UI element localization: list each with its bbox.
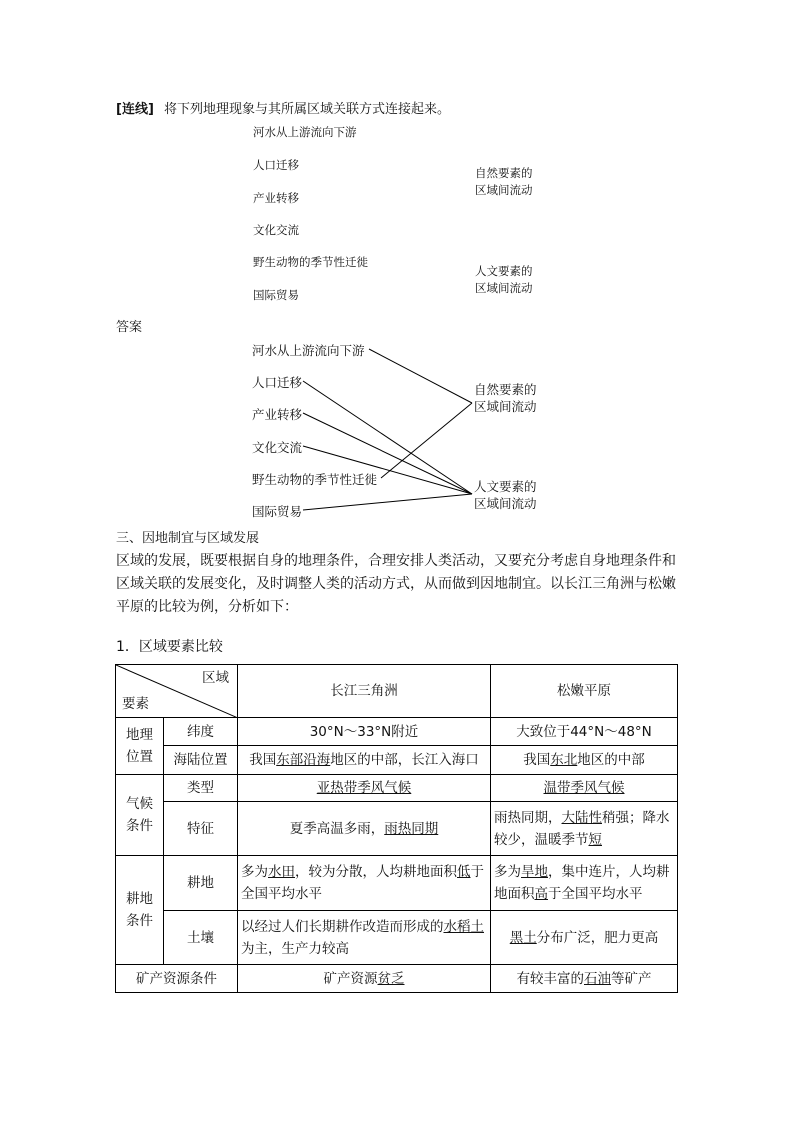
table-row <box>116 746 678 775</box>
table-row <box>116 965 678 993</box>
table-cell <box>491 775 678 802</box>
answer-left-item: 河水从上游流向下游 <box>252 343 365 358</box>
cell-text: 地区的中部，长江入海口 <box>330 752 479 768</box>
table-corner-cell <box>116 665 238 718</box>
question-left-item: 产业转移 <box>253 191 299 205</box>
cell-text: 多为 <box>241 864 268 880</box>
cell-text: 为主，生产力较高 <box>241 940 349 957</box>
connection-line <box>303 494 472 510</box>
answer-right-line: 人文要素的 <box>474 479 537 494</box>
cell-underlined-text: 亚热带季风气候 <box>316 780 412 796</box>
table-row <box>116 802 678 856</box>
cell-underlined-text: 高 <box>534 886 548 902</box>
table-row <box>116 775 678 802</box>
cell-underlined-text: 水田 <box>268 864 295 880</box>
section-subheading: 1．区域要素比较 <box>116 639 223 655</box>
cell-underlined-text: 雨热同期 <box>384 820 439 837</box>
table-cell <box>491 856 678 911</box>
cell-underlined-text: 水稻土 <box>443 918 484 935</box>
row-label: 耕地 <box>164 856 238 911</box>
answer-right-line: 区域间流动 <box>474 496 537 511</box>
question-left-item: 野生动物的季节性迁徙 <box>253 255 368 269</box>
cell-underlined-text: 东北 <box>550 752 578 768</box>
row-label: 特征 <box>164 802 238 856</box>
row-label: 土壤 <box>164 911 238 965</box>
cell-text: 地区的中部 <box>577 752 645 768</box>
section-paragraph: 区域的发展，既要根据自身的地理条件，合理安排人类活动，又要充分考虑自身地理条件和区域关联的发展变化，及时调整人类的活动方式，从而做到因地制宜。以长江三角洲与松嫩平原的比较为例，分析如下： <box>116 553 676 615</box>
cell-text: 于全国平均水平 <box>548 886 643 902</box>
column-header: 松嫩平原 <box>491 665 678 718</box>
cell-underlined-text: 石油 <box>584 970 611 987</box>
connection-line <box>381 403 472 478</box>
cell-text: 分布广泛，肥力更高 <box>536 929 659 946</box>
row-label: 矿产资源条件 <box>116 965 238 993</box>
table-header-row <box>116 665 678 718</box>
section-heading: 三、因地制宜与区域发展 <box>116 531 260 546</box>
row-label: 海陆位置 <box>164 746 238 775</box>
question-instruction: 将下列地理现象与其所属区域关联方式连接起来。 <box>164 102 451 117</box>
cell-underlined-text: 温带季风气候 <box>543 780 625 796</box>
question-right-line: 自然要素的 <box>475 166 533 180</box>
cell-text: 我国 <box>249 752 277 768</box>
corner-bottom-label: 要素 <box>122 696 149 712</box>
question-left-item: 文化交流 <box>253 223 299 237</box>
answer-left-item: 产业转移 <box>252 407 303 422</box>
table-cell <box>491 802 678 856</box>
answer-right-line: 区域间流动 <box>474 399 537 414</box>
row-group-label: 耕地条件 <box>116 856 164 965</box>
cell-text: 于全国平均水平 <box>241 864 484 902</box>
connection-line <box>369 349 472 403</box>
question-left-item: 国际贸易 <box>253 288 299 302</box>
cell-underlined-text: 低 <box>457 864 471 880</box>
question-tag: [连线] <box>116 102 154 117</box>
question-right-line: 区域间流动 <box>475 281 533 295</box>
cell-text: 有较丰富的 <box>516 970 584 987</box>
cell-underlined-text: 短 <box>588 831 602 848</box>
cell-underlined-text: 旱地 <box>521 864 548 880</box>
cell-text: 等矿产 <box>611 970 652 987</box>
answer-left-item: 文化交流 <box>252 440 303 455</box>
answer-left-item: 人口迁移 <box>252 375 303 390</box>
row-label: 类型 <box>164 775 238 802</box>
table-cell <box>238 911 491 965</box>
table-row <box>116 856 678 911</box>
table-cell <box>238 746 491 775</box>
cell-text: ，较为分散，人均耕地面积 <box>295 864 457 880</box>
question-right-line: 区域间流动 <box>475 183 533 197</box>
table-cell: 大致位于44°N～48°N <box>491 718 678 746</box>
answer-left-item: 野生动物的季节性迁徙 <box>252 472 378 487</box>
cell-text: 稍强；降水较少，温暖季节 <box>494 809 670 848</box>
cell-text: 雨热同期， <box>494 809 562 826</box>
connection-line <box>303 381 472 494</box>
cell-text: 夏季高温多雨， <box>289 820 385 837</box>
cell-text: 多为 <box>494 864 521 880</box>
row-label: 纬度 <box>164 718 238 746</box>
cell-text: ，集中连片，人均耕地面积 <box>494 864 670 902</box>
answer-label: 答案 <box>116 320 143 335</box>
answer-left-item: 国际贸易 <box>252 504 303 519</box>
table-cell <box>491 911 678 965</box>
cell-text: 以经过人们长期耕作改造而形成的 <box>241 918 444 935</box>
table-cell <box>491 746 678 775</box>
question-left-item: 人口迁移 <box>253 158 299 172</box>
corner-top-label: 区域 <box>202 670 229 686</box>
table-row <box>116 911 678 965</box>
table-cell <box>238 802 491 856</box>
question-left-item: 河水从上游流向下游 <box>253 125 357 139</box>
cell-text: 我国 <box>523 752 551 768</box>
table-cell: 30°N～33°N附近 <box>238 718 491 746</box>
table-cell <box>238 856 491 911</box>
table-cell <box>238 775 491 802</box>
comparison-table <box>115 664 678 993</box>
row-group-label: 地理位置 <box>116 718 164 775</box>
question-right-line: 人文要素的 <box>475 264 533 278</box>
table-cell <box>238 965 491 993</box>
cell-underlined-text: 黑土 <box>509 929 537 946</box>
cell-text: 矿产资源 <box>323 970 378 987</box>
cell-underlined-text: 贫乏 <box>377 970 405 987</box>
answer-right-line: 自然要素的 <box>474 382 537 397</box>
cell-underlined-text: 东部沿海 <box>276 752 331 768</box>
column-header: 长江三角洲 <box>238 665 491 718</box>
row-group-label: 气候条件 <box>116 775 164 856</box>
table-cell <box>491 965 678 993</box>
table-row <box>116 718 678 746</box>
cell-underlined-text: 大陆性 <box>561 809 602 826</box>
